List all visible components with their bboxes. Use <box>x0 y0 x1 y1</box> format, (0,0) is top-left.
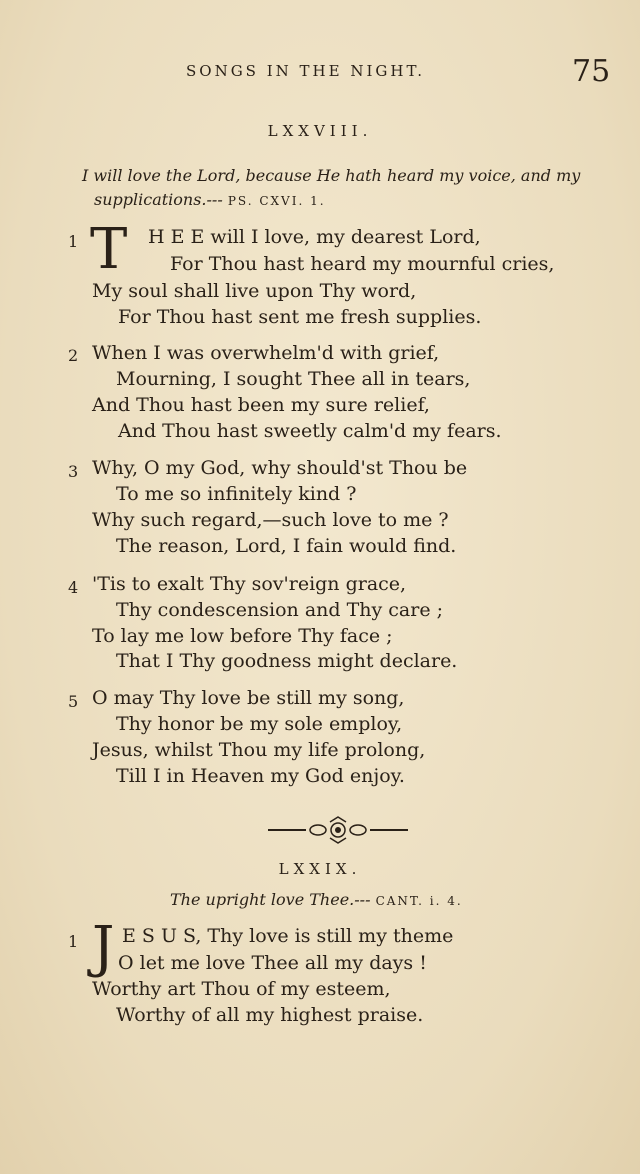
epigraph-79-reference: CANT. i. 4. <box>375 894 463 908</box>
hymn-number-78: LXXVIII. <box>267 122 373 140</box>
verse-line: And Thou hast been my sure relief, <box>92 394 430 416</box>
verse-line: Thy condescension and Thy care ; <box>116 599 444 621</box>
verse-line: Till I in Heaven my God enjoy. <box>116 765 405 787</box>
verse-line: E S U S, Thy love is still my theme <box>122 925 454 947</box>
epigraph-78-text: supplications.--- <box>94 190 223 209</box>
epigraph-79 <box>170 890 463 909</box>
verse-line: Jesus, whilst Thou my life prolong, <box>92 739 426 761</box>
ornament-divider-icon <box>266 816 410 844</box>
verse-line: H E E will I love, my dearest Lord, <box>148 226 481 248</box>
epigraph-78-line2 <box>94 190 326 209</box>
verse-line: Worthy art Thou of my esteem, <box>92 978 391 1000</box>
verse-line: O may Thy love be still my song, <box>92 687 405 709</box>
stanza-number: 5 <box>68 692 79 711</box>
epigraph-79-text: The upright love Thee.--- <box>170 890 371 909</box>
stanza-number: 3 <box>68 462 79 481</box>
verse-line: Why, O my God, why should'st Thou be <box>92 457 468 479</box>
epigraph-78-reference: PS. CXVI. 1. <box>227 194 326 208</box>
verse-line: Worthy of all my highest praise. <box>116 1004 424 1026</box>
verse-line: For Thou hast sent me fresh supplies. <box>118 306 482 328</box>
verse-line: When I was overwhelm'd with grief, <box>92 342 440 364</box>
epigraph-78-line1: I will love the Lord, because He hath heard my voice, and my <box>82 166 581 185</box>
drop-cap: T <box>90 217 128 282</box>
verse-line: For Thou hast heard my mournful cries, <box>170 253 555 275</box>
page-number: 75 <box>572 54 611 89</box>
verse-line: Mourning, I sought Thee all in tears, <box>116 368 471 390</box>
stanza-number: 1 <box>68 932 79 951</box>
verse-line: Why such regard,—such love to me ? <box>92 509 449 531</box>
verse-line: Thy honor be my sole employ, <box>116 713 403 735</box>
running-title: SONGS IN THE NIGHT. <box>186 62 426 80</box>
verse-line: My soul shall live upon Thy word, <box>92 280 417 302</box>
hymn-number-79: LXXIX. <box>278 860 362 878</box>
stanza-number: 4 <box>68 578 79 597</box>
verse-line: To lay me low before Thy face ; <box>92 625 393 647</box>
stanza-number: 2 <box>68 346 79 365</box>
verse-line: And Thou hast sweetly calm'd my fears. <box>118 420 502 442</box>
verse-line: 'Tis to exalt Thy sov'reign grace, <box>92 573 407 595</box>
verse-line: O let me love Thee all my days ! <box>118 952 427 974</box>
verse-line: That I Thy goodness might declare. <box>116 650 458 672</box>
drop-cap: J <box>92 915 115 980</box>
verse-line: To me so infinitely kind ? <box>116 483 357 505</box>
stanza-number: 1 <box>68 232 79 251</box>
verse-line: The reason, Lord, I fain would find. <box>116 535 457 557</box>
